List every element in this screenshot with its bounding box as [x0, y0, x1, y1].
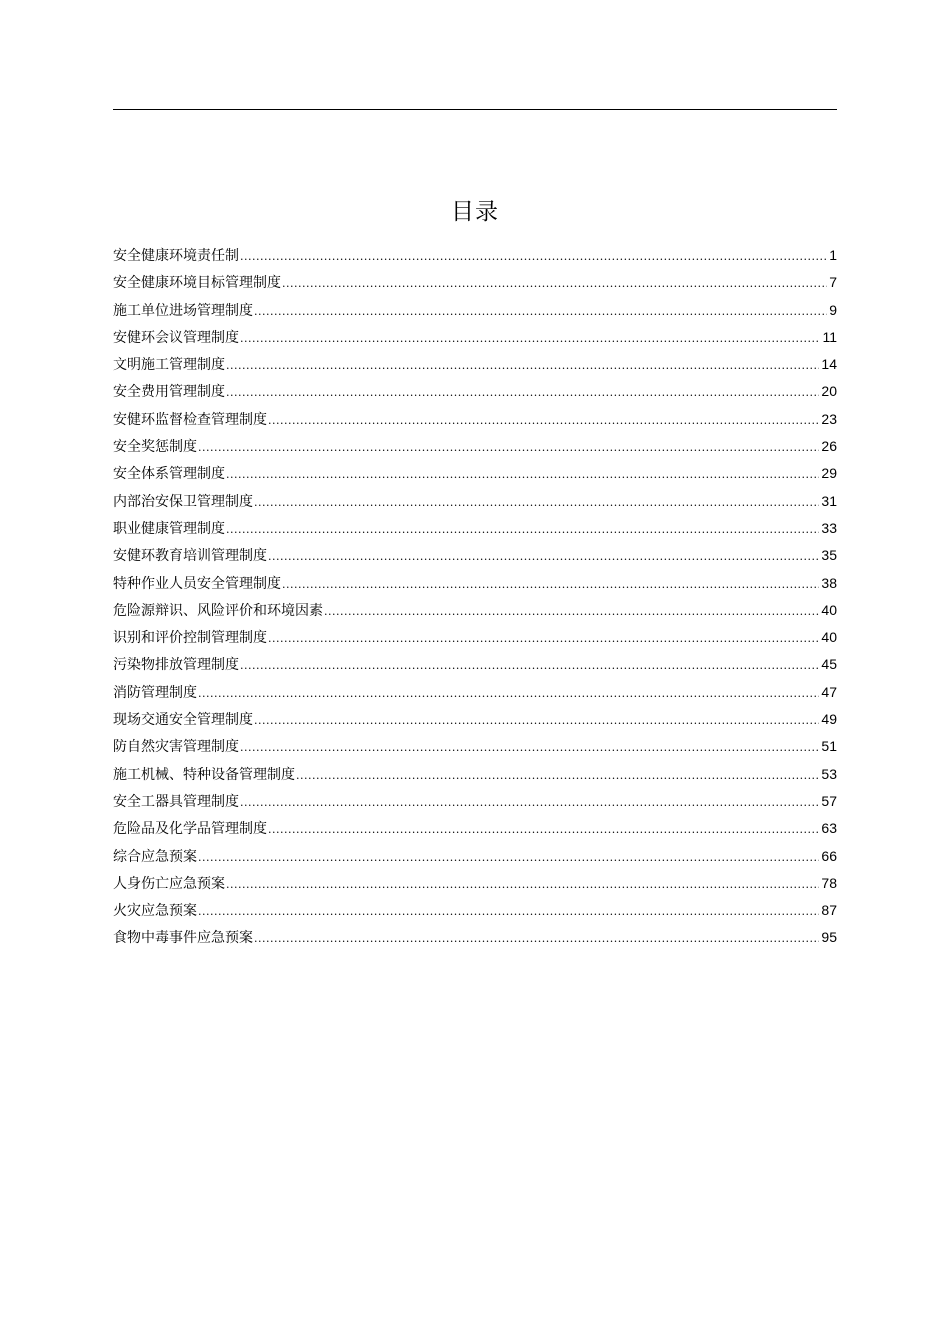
toc-dot-leader — [254, 489, 819, 515]
toc-entry[interactable] — [113, 242, 837, 269]
toc-entry-text: 消防管理制度 — [113, 684, 197, 701]
toc-dot-leader — [268, 407, 819, 433]
header-rule — [113, 109, 837, 110]
toc-dot-leader — [268, 816, 819, 842]
toc-entry[interactable] — [113, 324, 837, 351]
toc-page-number: 49 — [821, 711, 837, 728]
toc-page-number: 66 — [821, 847, 837, 864]
toc-dot-leader — [198, 434, 819, 460]
toc-entry[interactable] — [113, 515, 837, 542]
toc-dot-leader — [240, 734, 819, 760]
toc-entry-text: 危险源辩识、风险评价和环境因素 — [113, 602, 323, 619]
toc-page-number: 95 — [821, 929, 837, 946]
toc-entry-text: 危险品及化学品管理制度 — [113, 821, 267, 838]
toc-entry-text: 安健环教育培训管理制度 — [113, 548, 267, 565]
toc-page-number: 40 — [821, 629, 837, 646]
toc-entry[interactable] — [113, 651, 837, 678]
toc-entry-text: 施工机械、特种设备管理制度 — [113, 766, 295, 783]
toc-page-number: 35 — [821, 547, 837, 564]
toc-entry[interactable] — [113, 897, 837, 924]
toc-entry-text: 人身伤亡应急预案 — [113, 875, 225, 892]
toc-entry[interactable] — [113, 269, 837, 296]
toc-dot-leader — [226, 379, 819, 405]
toc-entry-text: 特种作业人员安全管理制度 — [113, 575, 281, 592]
toc-dot-leader — [254, 925, 819, 951]
toc-entry[interactable] — [113, 733, 837, 760]
toc-page-number: 29 — [821, 465, 837, 482]
toc-entry-text: 食物中毒事件应急预案 — [113, 930, 253, 947]
toc-page-number: 38 — [821, 574, 837, 591]
toc-entry-text: 内部治安保卫管理制度 — [113, 493, 253, 510]
toc-entry-text: 安全体系管理制度 — [113, 466, 225, 483]
toc-entry-text: 安健环会议管理制度 — [113, 329, 239, 346]
toc-title: 目录 — [451, 199, 499, 225]
toc-entry-text: 安全工器具管理制度 — [113, 793, 239, 810]
toc-entry-text: 安全费用管理制度 — [113, 384, 225, 401]
toc-page-number: 1 — [829, 247, 837, 263]
toc-page-number: 23 — [821, 410, 837, 427]
toc-dot-leader — [324, 598, 819, 624]
toc-entry-text: 职业健康管理制度 — [113, 520, 225, 537]
toc-dot-leader — [268, 625, 819, 651]
toc-dot-leader — [240, 789, 819, 815]
toc-dot-leader — [240, 325, 820, 351]
toc-dot-leader — [240, 243, 827, 269]
toc-entry[interactable] — [113, 406, 837, 433]
toc-entry-text: 文明施工管理制度 — [113, 357, 225, 374]
toc-entry[interactable] — [113, 570, 837, 597]
toc-dot-leader — [254, 298, 827, 324]
toc-page-number: 14 — [821, 356, 837, 373]
toc-entry-text: 施工单位进场管理制度 — [113, 302, 253, 319]
toc-page-number: 9 — [829, 301, 837, 318]
toc-page-number: 20 — [821, 383, 837, 400]
toc-page-number: 31 — [821, 492, 837, 509]
toc-entry[interactable] — [113, 761, 837, 788]
toc-dot-leader — [240, 652, 819, 678]
toc-entry[interactable] — [113, 351, 837, 378]
toc-page-number: 7 — [829, 274, 837, 291]
toc-page-number: 47 — [821, 683, 837, 700]
toc-page-number: 53 — [821, 765, 837, 782]
toc-entry[interactable] — [113, 924, 837, 951]
toc-list — [113, 242, 837, 952]
toc-dot-leader — [198, 680, 819, 706]
toc-entry[interactable] — [113, 542, 837, 569]
toc-entry[interactable] — [113, 679, 837, 706]
toc-entry[interactable] — [113, 433, 837, 460]
toc-dot-leader — [282, 571, 819, 597]
toc-entry-text: 安全健康环境目标管理制度 — [113, 275, 281, 292]
toc-entry[interactable] — [113, 706, 837, 733]
toc-entry[interactable] — [113, 788, 837, 815]
toc-entry-text: 污染物排放管理制度 — [113, 657, 239, 674]
toc-dot-leader — [226, 352, 819, 378]
toc-page-number: 33 — [821, 519, 837, 536]
toc-entry-text: 防自然灾害管理制度 — [113, 739, 239, 756]
toc-entry[interactable] — [113, 843, 837, 870]
toc-dot-leader — [226, 516, 819, 542]
toc-page-number: 63 — [821, 820, 837, 837]
toc-dot-leader — [198, 844, 819, 870]
toc-entry-text: 火灾应急预案 — [113, 903, 197, 920]
toc-entry[interactable] — [113, 815, 837, 842]
toc-entry[interactable] — [113, 460, 837, 487]
toc-dot-leader — [254, 707, 819, 733]
toc-dot-leader — [268, 543, 819, 569]
toc-dot-leader — [296, 762, 819, 788]
toc-entry-text: 综合应急预案 — [113, 848, 197, 865]
toc-dot-leader — [198, 898, 819, 924]
toc-entry[interactable] — [113, 597, 837, 624]
toc-entry[interactable] — [113, 488, 837, 515]
toc-entry-text: 安全奖惩制度 — [113, 439, 197, 456]
toc-page-number: 40 — [821, 601, 837, 618]
toc-page-number: 51 — [821, 738, 837, 755]
toc-dot-leader — [226, 871, 819, 897]
toc-page-number: 45 — [821, 656, 837, 673]
toc-entry[interactable] — [113, 378, 837, 405]
toc-entry-text: 安全健康环境责任制 — [113, 248, 239, 264]
toc-entry[interactable] — [113, 870, 837, 897]
toc-dot-leader — [226, 461, 819, 487]
toc-entry-text: 安健环监督检查管理制度 — [113, 411, 267, 428]
toc-entry[interactable] — [113, 624, 837, 651]
toc-page-number: 26 — [821, 438, 837, 455]
toc-entry[interactable] — [113, 297, 837, 324]
toc-page-number: 11 — [822, 328, 837, 345]
toc-page-number: 87 — [821, 902, 837, 919]
toc-entry-text: 识别和评价控制管理制度 — [113, 630, 267, 647]
toc-page-number: 57 — [821, 792, 837, 809]
toc-dot-leader — [282, 270, 827, 296]
toc-page-number: 78 — [821, 874, 837, 891]
toc-entry-text: 现场交通安全管理制度 — [113, 712, 253, 729]
